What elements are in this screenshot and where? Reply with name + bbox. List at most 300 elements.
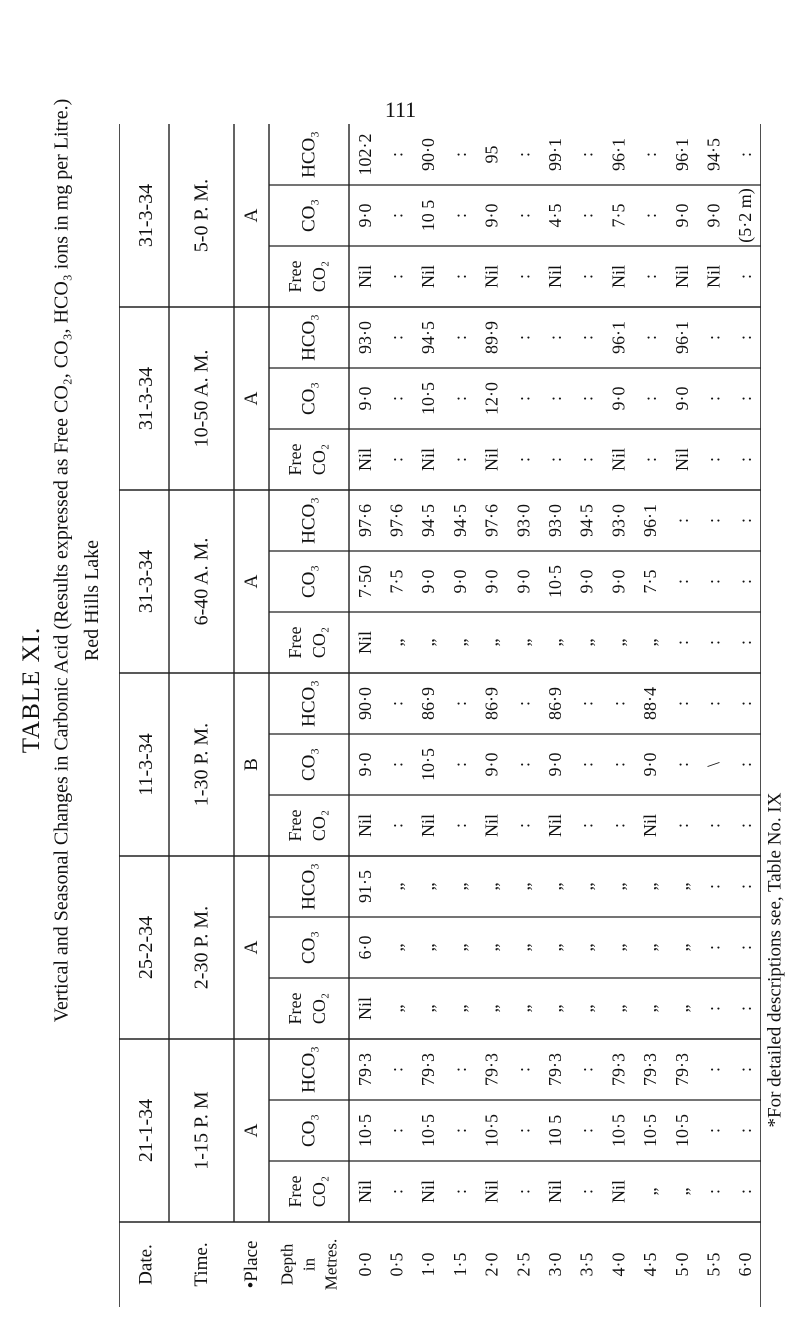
cell-value: : [671, 700, 692, 707]
cell-value: Nil [640, 813, 661, 838]
cell-value: : [386, 1127, 407, 1134]
cell-value: : [513, 456, 534, 463]
session-date: 25-2-34 [135, 915, 157, 980]
col-header: CO₃ [298, 198, 320, 233]
cell-value: 86·9 [418, 687, 439, 720]
cell-value: 9·0 [354, 386, 375, 411]
cell-value: Nil [671, 447, 692, 472]
cell-value: 102·2 [354, 133, 375, 176]
session-place: A [241, 940, 262, 955]
cell-value: 10·5 [418, 382, 439, 415]
cell-value: : [735, 822, 756, 829]
cell-value: „ [386, 638, 407, 647]
session-time: 10-50 A. M. [190, 349, 213, 448]
cell-value: : [449, 761, 470, 768]
cell-value: Nil [545, 264, 565, 289]
cell-value: Nil [354, 813, 375, 838]
cell-value: : [386, 761, 407, 768]
cell-value: : [671, 761, 692, 768]
cell-value: \ [703, 761, 724, 768]
table-subtitle: Vertical and Seasonal Changes in Carbonic Acid (Results expressed as Free CO₂, CO₃, HCO₃ ions in mg per Litre.) [50, 98, 73, 1022]
cell-value: „ [576, 943, 597, 952]
depth-value: 3·5 [576, 1252, 597, 1277]
cell-value: : [735, 578, 756, 585]
depth-value: 2·5 [513, 1252, 534, 1277]
cell-value: 10·5 [608, 1114, 629, 1147]
depth-value: 5·5 [703, 1252, 724, 1277]
cell-value: „ [608, 1004, 629, 1013]
cell-value: : [513, 822, 534, 829]
col-header: CO₂ [309, 1175, 329, 1208]
cell-value: „ [513, 1004, 534, 1013]
col-header: HCO₃ [298, 497, 320, 544]
cell-value: „ [640, 943, 661, 952]
cell-value: : [449, 822, 470, 829]
cell-value: 9·0 [354, 752, 375, 777]
cell-value: : [449, 456, 470, 463]
cell-value: „ [386, 1004, 407, 1013]
col-header: CO₃ [298, 930, 320, 965]
cell-value: : [386, 212, 407, 219]
cell-value: : [449, 700, 470, 707]
cell-value: : [703, 578, 724, 585]
cell-value: 9·0 [481, 569, 502, 594]
cell-value: 96·1 [608, 321, 629, 354]
cell-value: : [703, 700, 724, 707]
cell-value: : [671, 822, 692, 829]
cell-value: Nil [418, 1179, 439, 1204]
col-header: HCO₃ [298, 680, 320, 727]
table-body [119, 124, 761, 1307]
cell-value: 99·1 [545, 138, 565, 171]
table-grid [119, 124, 761, 1307]
cell-value: : [513, 395, 534, 402]
cell-value: „ [671, 1004, 692, 1013]
cell-value: : [513, 700, 534, 707]
cell-value: : [671, 639, 692, 646]
label-time: Time. [191, 1242, 212, 1287]
cell-value: : [576, 395, 597, 402]
cell-value: : [576, 1188, 597, 1195]
cell-value: Nil [608, 1179, 629, 1204]
cell-value: Nil [481, 447, 502, 472]
page-number: 111 [384, 97, 417, 122]
cell-value: „ [513, 882, 534, 891]
cell-value: 9·0 [481, 203, 502, 228]
session-time: 1-30 P. M. [190, 722, 213, 807]
cell-value: : [735, 1188, 756, 1195]
cell-value: 9·0 [481, 752, 502, 777]
cell-value: : [735, 334, 756, 341]
cell-value: : [513, 273, 534, 280]
cell-value: : [576, 761, 597, 768]
cell-value: 94·5 [703, 138, 724, 171]
cell-value: 93·0 [354, 321, 375, 354]
cell-value: „ [418, 638, 439, 647]
cell-value: : [671, 578, 692, 585]
cell-value: : [576, 456, 597, 463]
cell-value: „ [576, 1004, 597, 1013]
cell-value: : [513, 761, 534, 768]
cell-value: „ [545, 638, 565, 647]
cell-value: 7·5 [608, 203, 629, 228]
cell-value: 9·0 [640, 752, 661, 777]
col-header: CO₃ [298, 381, 320, 416]
cell-value: 96·1 [640, 504, 661, 537]
cell-value: : [735, 944, 756, 951]
cell-value: : [640, 273, 661, 280]
cell-value: Nil [608, 447, 629, 472]
cell-value: Nil [481, 264, 502, 289]
col-header: CO₂ [309, 992, 329, 1025]
label-place: •Place [241, 1240, 262, 1289]
cell-value: „ [671, 1187, 692, 1196]
col-header: Free [285, 992, 305, 1025]
cell-value: : [608, 761, 629, 768]
cell-value: „ [449, 1004, 470, 1013]
cell-value: : [703, 822, 724, 829]
cell-value: : [449, 334, 470, 341]
cell-value: „ [386, 882, 407, 891]
cell-value: 10·5 [640, 1114, 661, 1147]
cell-value: Nil [418, 813, 439, 838]
cell-value: 10 5 [418, 199, 439, 232]
cell-value: „ [545, 943, 565, 952]
depth-value: 1·5 [449, 1252, 470, 1277]
cell-value: : [735, 639, 756, 646]
cell-value: : [671, 517, 692, 524]
cell-value: : [703, 334, 724, 341]
cell-value: : [735, 1005, 756, 1012]
cell-value: : [608, 822, 629, 829]
col-header: CO₂ [309, 626, 329, 659]
cell-value: „ [481, 638, 502, 647]
cell-value: „ [576, 638, 597, 647]
cell-value: : [386, 151, 407, 158]
cell-value: : [386, 456, 407, 463]
cell-value: : [640, 395, 661, 402]
cell-value: : [640, 334, 661, 341]
cell-value: : [449, 273, 470, 280]
cell-value: 7·5 [386, 569, 407, 594]
cell-value: „ [513, 638, 534, 647]
cell-value: 96·1 [608, 138, 629, 171]
cell-value: : [576, 273, 597, 280]
depth-value: 0·0 [354, 1252, 375, 1277]
cell-value: 9·0 [513, 569, 534, 594]
cell-value: 86·9 [481, 687, 502, 720]
lake-name: Red Hills Lake [80, 539, 103, 661]
cell-value: 9·0 [671, 386, 692, 411]
cell-value: „ [481, 1004, 502, 1013]
table-title: TABLE XI. [18, 626, 46, 754]
cell-value: : [703, 517, 724, 524]
cell-value: : [513, 151, 534, 158]
cell-value: 79·3 [640, 1053, 661, 1086]
cell-value: Nil [608, 264, 629, 289]
cell-value: 12·0 [481, 382, 502, 415]
footnote: *For detailed descriptions see, Table No. IX [763, 792, 785, 1128]
cell-value: Nil [418, 447, 439, 472]
cell-value: Nil [354, 996, 375, 1021]
cell-value: 9·0 [576, 569, 597, 594]
cell-value: 9·0 [703, 203, 724, 228]
session-time: 6-40 A. M. [190, 537, 213, 626]
session-date: 31-3-34 [135, 549, 157, 614]
cell-value: 88·4 [640, 687, 661, 720]
cell-value: „ [576, 882, 597, 891]
cell-value: 89·9 [481, 321, 502, 354]
cell-value: : [703, 1005, 724, 1012]
col-header: Free [285, 626, 305, 659]
cell-value: „ [545, 882, 565, 891]
cell-value: 10·5 [354, 1114, 375, 1147]
cell-value: : [449, 212, 470, 219]
session-date: 11-3-34 [135, 733, 157, 796]
col-header: CO₂ [309, 260, 329, 293]
cell-value: „ [608, 638, 629, 647]
col-header: Free [285, 260, 305, 293]
cell-value: Nil [354, 447, 375, 472]
cell-value: Nil [418, 264, 439, 289]
depth-value: 3·0 [545, 1252, 565, 1277]
cell-value: 79·3 [418, 1053, 439, 1086]
col-header: CO₂ [309, 443, 329, 476]
cell-value: „ [513, 943, 534, 952]
label-depth: Metres. [321, 1238, 341, 1291]
col-header: Free [285, 809, 305, 842]
cell-value: : [640, 151, 661, 158]
cell-value: 9·0 [608, 386, 629, 411]
cell-value: : [576, 700, 597, 707]
cell-value: 9·0 [449, 569, 470, 594]
cell-value: 79·3 [608, 1053, 629, 1086]
cell-value: : [735, 1127, 756, 1134]
cell-value: : [735, 151, 756, 158]
cell-value: : [449, 1188, 470, 1195]
col-header: HCO₃ [298, 1046, 320, 1093]
cell-value: : [703, 883, 724, 890]
cell-value: 97·6 [481, 504, 502, 537]
cell-value: 9·0 [354, 203, 375, 228]
cell-value: 96·1 [671, 138, 692, 171]
cell-value: 79·3 [545, 1053, 565, 1086]
cell-value: Nil [671, 264, 692, 289]
depth-value: 6·0 [735, 1252, 756, 1277]
cell-value: : [703, 944, 724, 951]
col-header: HCO₃ [298, 314, 320, 361]
session-date: 31-3-34 [135, 366, 157, 431]
cell-value: 10·5 [418, 748, 439, 781]
cell-value: : [545, 395, 565, 402]
cell-value: : [576, 212, 597, 219]
cell-value: „ [418, 1004, 439, 1013]
cell-value: 97·6 [354, 504, 375, 537]
cell-value: 10·5 [481, 1114, 502, 1147]
col-header: HCO₃ [298, 863, 320, 910]
cell-value: „ [640, 882, 661, 891]
label-depth: in [299, 1257, 319, 1272]
session-place: A [241, 391, 262, 406]
cell-value: „ [608, 882, 629, 891]
session-date: 31-3-34 [135, 183, 157, 248]
cell-value: : [576, 151, 597, 158]
cell-value: Nil [354, 264, 375, 289]
cell-value: „ [671, 943, 692, 952]
cell-value: „ [449, 638, 470, 647]
cell-value: „ [671, 882, 692, 891]
session-place: A [241, 574, 262, 589]
cell-value: „ [640, 638, 661, 647]
cell-value: 94·5 [418, 504, 439, 537]
cell-value: : [735, 273, 756, 280]
cell-value: : [608, 700, 629, 707]
session-place: B [241, 758, 262, 771]
cell-value: : [576, 822, 597, 829]
cell-value: 94·5 [449, 504, 470, 537]
session-place: A [241, 208, 262, 223]
cell-value: „ [640, 1004, 661, 1013]
session-time: 5-0 P. M. [190, 178, 213, 253]
cell-value: 7·50 [354, 565, 375, 598]
cell-value: 9·0 [418, 569, 439, 594]
cell-value: „ [418, 943, 439, 952]
cell-value: „ [640, 1187, 661, 1196]
cell-value: „ [545, 1004, 565, 1013]
cell-value: : [386, 1188, 407, 1195]
cell-value: Nil [354, 1179, 375, 1204]
cell-value: 10·5 [671, 1114, 692, 1147]
cell-value: : [513, 1066, 534, 1073]
cell-value: : [735, 883, 756, 890]
cell-value: : [703, 1066, 724, 1073]
cell-value: Nil [545, 813, 565, 838]
cell-value: Nil [545, 1179, 565, 1204]
cell-value: : [386, 700, 407, 707]
cell-value: „ [449, 943, 470, 952]
cell-value: : [449, 395, 470, 402]
cell-value: 9·0 [545, 752, 565, 777]
cell-value: 9·0 [671, 203, 692, 228]
cell-value: 10·5 [545, 565, 565, 598]
cell-value: „ [386, 943, 407, 952]
cell-value: : [735, 395, 756, 402]
session-time: 2-30 P. M. [190, 905, 213, 990]
session-date: 21-1-34 [135, 1098, 157, 1163]
cell-value: 90·0 [418, 138, 439, 171]
cell-value: 93·0 [513, 504, 534, 537]
cell-value: : [735, 517, 756, 524]
session-time: 1-15 P. M [190, 1091, 213, 1170]
cell-value: : [513, 334, 534, 341]
col-header: CO₃ [298, 1113, 320, 1148]
cell-value: : [640, 456, 661, 463]
cell-value: 4·5 [545, 203, 565, 228]
cell-value: „ [608, 943, 629, 952]
cell-value: 93·0 [545, 504, 565, 537]
cell-value: 95 [481, 145, 502, 164]
col-header: HCO₃ [298, 131, 320, 178]
cell-value: : [703, 1127, 724, 1134]
depth-value: 4·0 [608, 1252, 629, 1277]
cell-value: 9·0 [608, 569, 629, 594]
col-header: Free [285, 1175, 305, 1208]
session-place: A [241, 1123, 262, 1138]
cell-value: 7·5 [640, 569, 661, 594]
cell-value: 94·5 [418, 321, 439, 354]
cell-value: 86·9 [545, 687, 565, 720]
col-header: CO₃ [298, 747, 320, 782]
cell-value: : [386, 273, 407, 280]
col-header: Free [285, 443, 305, 476]
cell-value: : [386, 1066, 407, 1073]
cell-value: : [735, 1066, 756, 1073]
cell-value: : [640, 212, 661, 219]
cell-value: 97·6 [386, 504, 407, 537]
carbonic-acid-table [119, 124, 761, 1307]
cell-value: : [735, 456, 756, 463]
cell-value: 79·3 [354, 1053, 375, 1086]
depth-value: 5·0 [671, 1252, 692, 1277]
cell-value: : [449, 1066, 470, 1073]
cell-value: 90·0 [354, 687, 375, 720]
cell-value: : [576, 1066, 597, 1073]
cell-value: : [735, 700, 756, 707]
cell-value: : [386, 334, 407, 341]
col-header: CO₂ [309, 809, 329, 842]
cell-value: : [545, 456, 565, 463]
cell-value: 96·1 [671, 321, 692, 354]
cell-value: : [386, 395, 407, 402]
cell-value: : [576, 1127, 597, 1134]
cell-value: : [703, 1188, 724, 1195]
col-header: CO₃ [298, 564, 320, 599]
cell-value: : [449, 151, 470, 158]
cell-value: : [545, 334, 565, 341]
cell-value: „ [481, 882, 502, 891]
cell-value: „ [481, 943, 502, 952]
cell-value: : [576, 334, 597, 341]
cell-value: : [735, 761, 756, 768]
cell-value: 79·3 [481, 1053, 502, 1086]
cell-value: : [703, 395, 724, 402]
cell-value: : [513, 212, 534, 219]
cell-value: Nil [481, 1179, 502, 1204]
label-depth: Depth [277, 1243, 297, 1286]
cell-value: : [449, 1127, 470, 1134]
depth-value: 0·5 [386, 1252, 407, 1277]
cell-value: : [513, 1127, 534, 1134]
cell-value: „ [418, 882, 439, 891]
cell-value: : [703, 456, 724, 463]
label-date: Date. [135, 1244, 157, 1285]
cell-value: 10·5 [418, 1114, 439, 1147]
cell-value: 91·5 [354, 870, 375, 903]
cell-value: : [386, 822, 407, 829]
cell-value: 93·0 [608, 504, 629, 537]
cell-value: „ [449, 882, 470, 891]
cell-value: : [703, 639, 724, 646]
depth-value: 4·5 [640, 1252, 661, 1277]
cell-value: 94·5 [576, 504, 597, 537]
cell-value: Nil [703, 264, 724, 289]
cell-value: 6·0 [354, 935, 375, 960]
depth-value: 1·0 [418, 1252, 439, 1277]
cell-value: 10 5 [545, 1114, 565, 1147]
cell-value: Nil [481, 813, 502, 838]
depth-value: 2·0 [481, 1252, 502, 1277]
cell-value: Nil [354, 630, 375, 655]
